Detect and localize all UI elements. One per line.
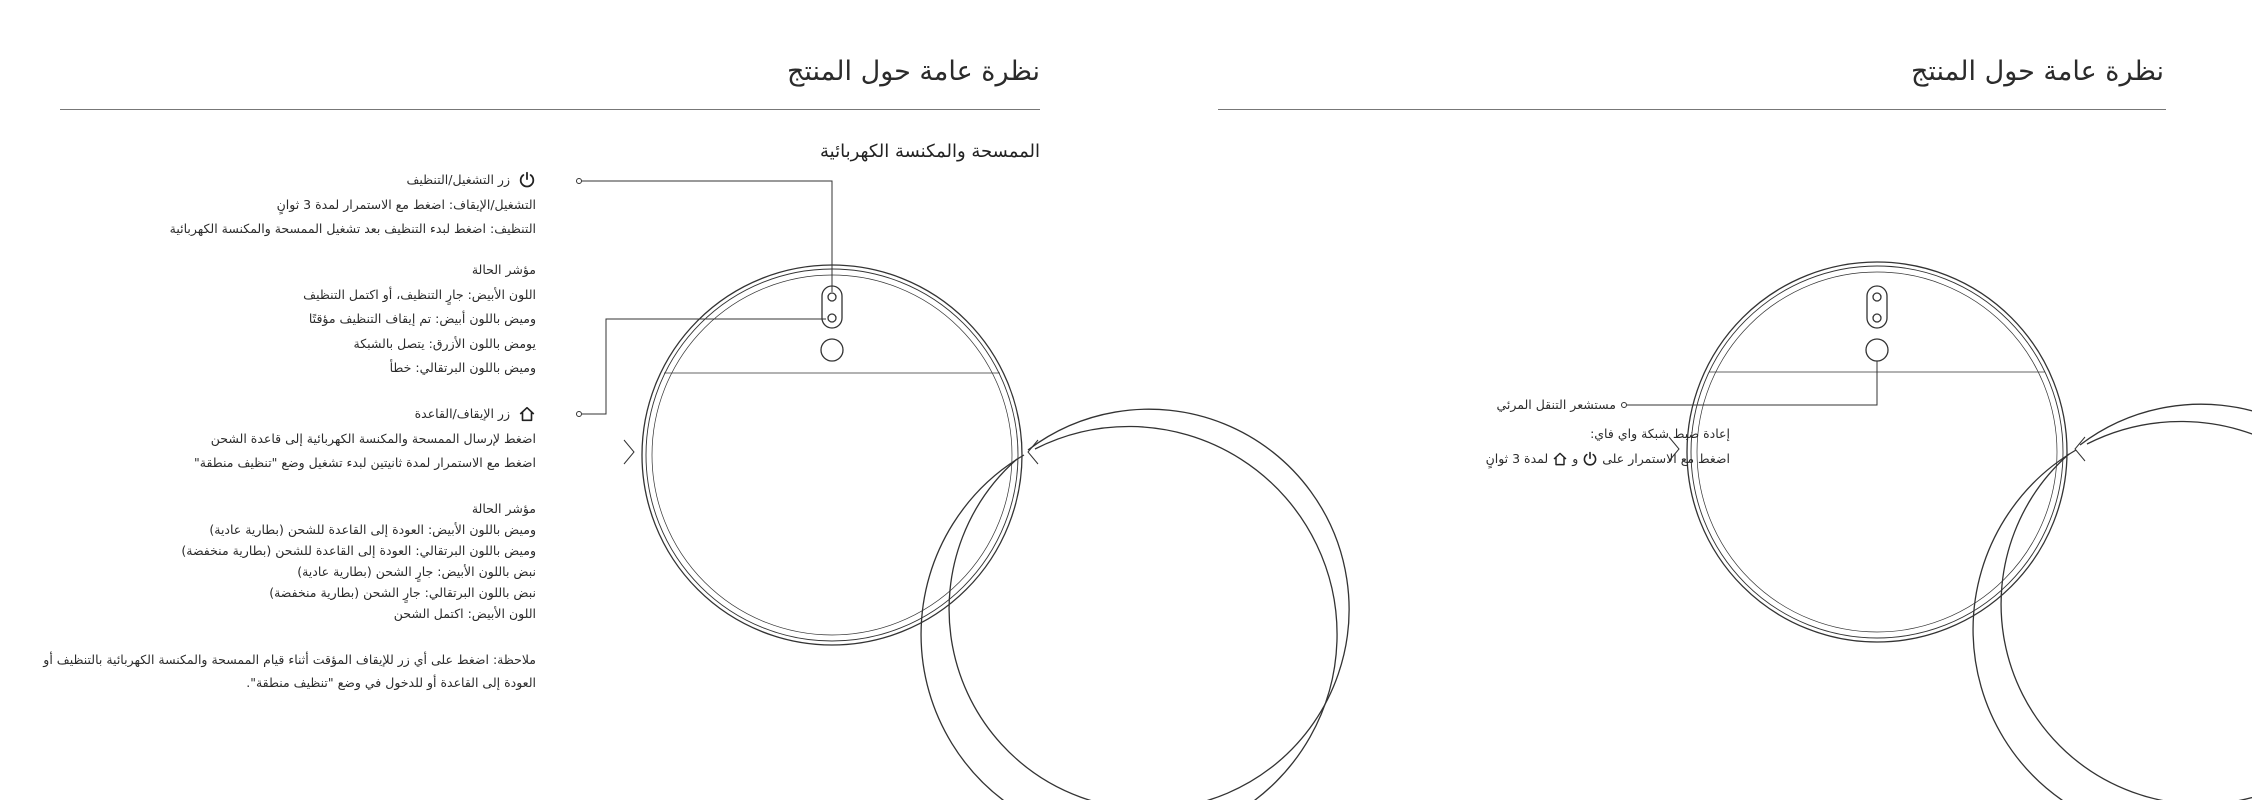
charging-status-description xyxy=(181,498,536,624)
home-icon xyxy=(1552,451,1568,467)
robot-top-view-illustration xyxy=(1126,0,2252,800)
status-line: اللون الأبيض: جارٍ التنظيف، أو اكتمل التنظيف xyxy=(303,286,536,302)
wifi-reset-heading: إعادة ضبط شبكة واي فاي: xyxy=(1590,426,1730,441)
dock-button-description xyxy=(194,402,536,476)
section-title: الممسحة والمكنسة الكهربائية xyxy=(820,141,1040,162)
wifi-reset-suffix: لمدة 3 ثوانٍ xyxy=(1485,450,1549,466)
status-line: نبض باللون البرتقالي: جارٍ الشحن (بطارية منخفضة) xyxy=(269,585,536,600)
status-line: وميض باللون الأبيض: العودة إلى القاعدة للشحن (بطارية عادية) xyxy=(209,522,536,537)
power-icon xyxy=(1582,451,1598,467)
note xyxy=(43,648,536,694)
status-heading: مؤشر الحالة xyxy=(471,262,536,277)
status-line: وميض باللون أبيض: تم إيقاف التنظيف مؤقتًا xyxy=(308,311,536,326)
home-icon xyxy=(518,405,536,423)
dock-button-line: اضغط مع الاستمرار لمدة ثانيتين لبدء تشغيل وضع "تنظيف منطقة" xyxy=(194,455,536,470)
power-button-line: التنظيف: اضغط لبدء التنظيف بعد تشغيل الممسحة والمكنسة الكهربائية xyxy=(169,221,536,236)
power-button-description xyxy=(170,168,536,242)
status-line: اللون الأبيض: اكتمل الشحن xyxy=(393,606,536,621)
status-line: وميض باللون البرتقالي: العودة إلى القاعدة للشحن (بطارية منخفضة) xyxy=(181,543,536,558)
wifi-reset-prefix: اضغط مع الاستمرار على xyxy=(1602,450,1730,466)
wifi-reset-description xyxy=(1486,422,1730,471)
page-title: نظرة عامة حول المنتج xyxy=(1910,56,2164,87)
power-icon xyxy=(518,171,536,189)
note-line: ملاحظة: اضغط على أي زر للإيقاف المؤقت أثناء قيام الممسحة والمكنسة الكهربائية بالتنظيف أو xyxy=(43,652,536,667)
power-button-label: زر التشغيل/التنظيف xyxy=(406,172,510,187)
status-line: وميض باللون البرتقالي: خطأ xyxy=(389,360,536,375)
page-title: نظرة عامة حول المنتج xyxy=(786,56,1040,87)
status-line: نبض باللون الأبيض: جارٍ الشحن (بطارية عادية) xyxy=(297,564,536,579)
vision-sensor-label: مستشعر التنقل المرئي xyxy=(1496,397,1616,412)
right-page xyxy=(1126,0,2252,800)
dock-button-line: اضغط لإرسال الممسحة والمكنسة الكهربائية إلى قاعدة الشحن xyxy=(210,430,536,446)
note-line: العودة إلى القاعدة أو للدخول في وضع "تنظيف منطقة". xyxy=(246,675,536,690)
status-heading: مؤشر الحالة xyxy=(471,501,536,516)
wifi-reset-and: و xyxy=(1572,450,1579,466)
status-line: يومض باللون الأزرق: يتصل بالشبكة xyxy=(353,335,536,351)
dock-button-label: زر الإيقاف/القاعدة xyxy=(414,406,510,421)
status-indicator-description xyxy=(303,258,536,381)
power-button-line: التشغيل/الإيقاف: اضغط مع الاستمرار لمدة 3 ثوانٍ xyxy=(276,196,536,212)
